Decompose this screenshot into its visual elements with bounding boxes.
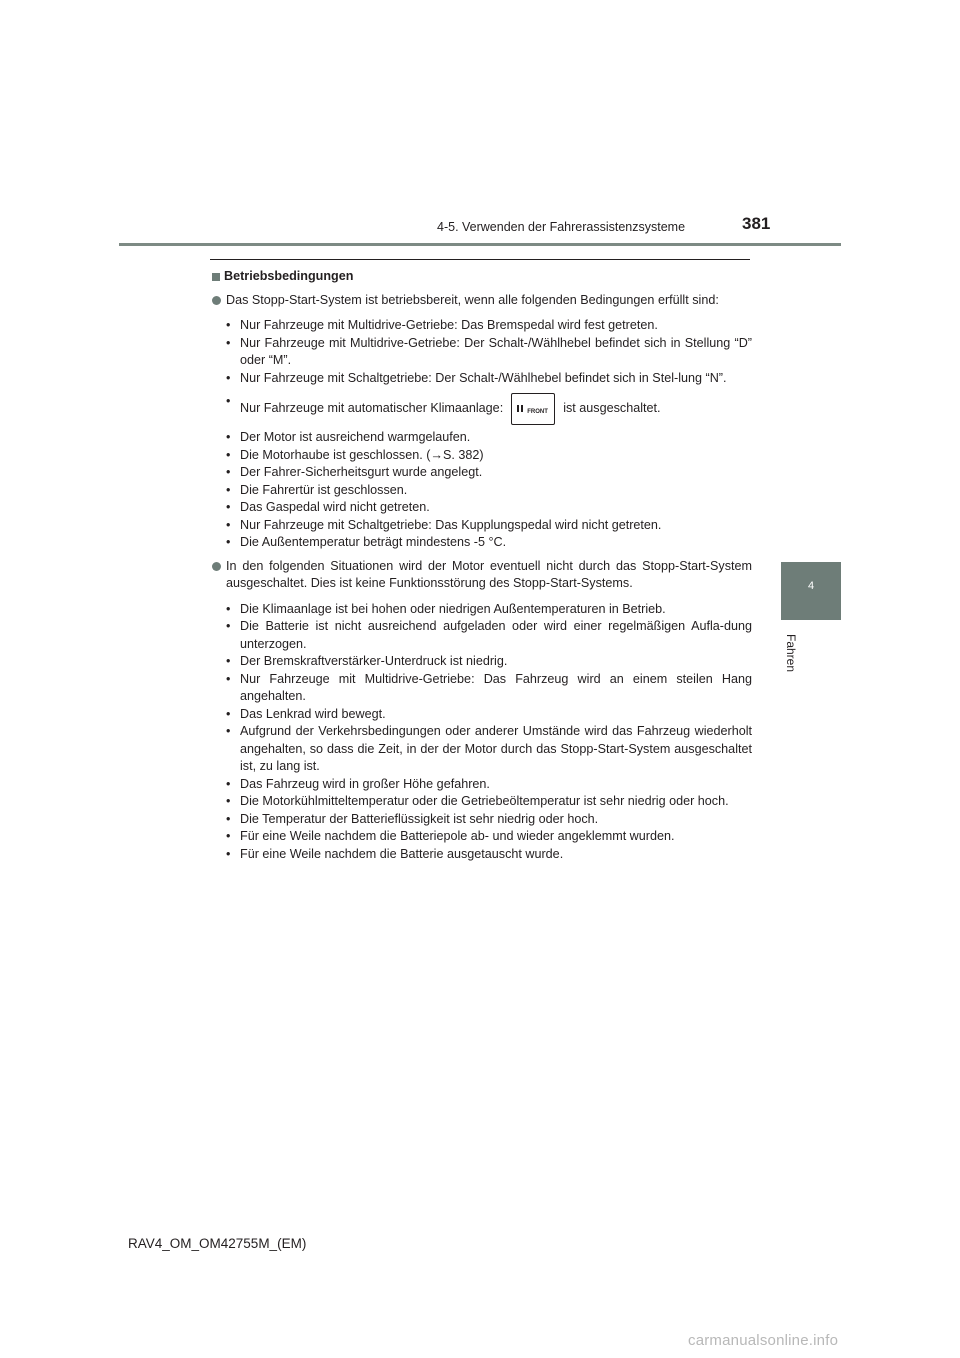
- list-item-with-icon: [226, 393, 752, 425]
- paragraph-conditions: [212, 292, 752, 310]
- main-content: [212, 268, 752, 869]
- list-item: • Das Gaspedal wird nicht getreten.: [226, 499, 752, 517]
- situations-list: [212, 601, 752, 864]
- conditions-list: [212, 317, 752, 552]
- paragraph-text: In den folgenden Situationen wird der Motor eventuell nicht durch das Stopp-Start-System ausgeschaltet. Dies ist keine Funktionsstörung des Stopp-Start-Systems.: [226, 558, 752, 590]
- list-item: • Die Außentemperatur beträgt mindestens -5 °C.: [226, 534, 752, 552]
- list-item: • Das Lenkrad wird bewegt.: [226, 706, 752, 724]
- page-number: 381: [742, 214, 771, 233]
- list-item: • Nur Fahrzeuge mit Multidrive-Getriebe: Das Bremspedal wird fest getreten.: [226, 317, 752, 335]
- icon-item-after: ist ausgeschaltet.: [563, 401, 661, 416]
- list-item: • Nur Fahrzeuge mit Multidrive-Getriebe: Das Fahrzeug wird an einem steilen Hang angehalten.: [226, 671, 752, 706]
- paragraph-situations: [212, 558, 752, 593]
- icon-label: FRONT: [527, 409, 548, 415]
- list-item: • Die Fahrertür ist geschlossen.: [226, 482, 752, 500]
- chapter-number: 4: [807, 580, 815, 592]
- paragraph-text: Das Stopp-Start-System ist betriebsbereit, wenn alle folgenden Bedingungen erfüllt sind:: [226, 292, 719, 307]
- list-item: • Der Bremskraftverstärker-Unterdruck ist niedrig.: [226, 653, 752, 671]
- chapter-tab: [781, 562, 841, 620]
- heading-text: Betriebsbedingungen: [224, 269, 354, 283]
- list-item: • Die Klimaanlage ist bei hohen oder niedrigen Außentemperaturen in Betrieb.: [226, 601, 752, 619]
- watermark: carmanualsonline.info: [688, 1332, 839, 1349]
- section-divider: [210, 259, 750, 260]
- document-code: RAV4_OM_OM42755M_(EM): [128, 1236, 307, 1251]
- list-item: • Die Temperatur der Batterieflüssigkeit ist sehr niedrig oder hoch.: [226, 811, 752, 829]
- list-item: • Nur Fahrzeuge mit Multidrive-Getriebe: Der Schalt-/Wählhebel befindet sich in Stellung “D” oder “M”.: [226, 335, 752, 370]
- list-item: • Die Batterie ist nicht ausreichend aufgeladen oder wird einer regelmäßigen Aufla-dung unterzogen.: [226, 618, 752, 653]
- list-item: • Der Motor ist ausreichend warmgelaufen.: [226, 429, 752, 447]
- section-title: 4-5. Verwenden der Fahrerassistenzsysteme: [437, 220, 686, 234]
- list-item: • Für eine Weile nachdem die Batteriepole ab- und wieder angeklemmt wurden.: [226, 828, 752, 846]
- list-item: • Für eine Weile nachdem die Batterie ausgetauscht wurde.: [226, 846, 752, 864]
- square-bullet-icon: [212, 273, 220, 281]
- list-item: • Das Fahrzeug wird in großer Höhe gefahren.: [226, 776, 752, 794]
- header-divider: [119, 243, 841, 246]
- list-item: • Nur Fahrzeuge mit Schaltgetriebe: Der Schalt-/Wählhebel befindet sich in Stel-lung “N”.: [226, 370, 752, 388]
- circle-bullet-icon: [212, 296, 221, 305]
- list-item: • Der Fahrer-Sicherheitsgurt wurde angelegt.: [226, 464, 752, 482]
- front-defroster-button-icon: [511, 393, 555, 425]
- circle-bullet-icon: [212, 562, 221, 571]
- list-item: • Die Motorkühlmitteltemperatur oder die Getriebeöltemperatur ist sehr niedrig oder hoch.: [226, 793, 752, 811]
- chapter-label: Fahren: [784, 634, 798, 673]
- list-item: • Aufgrund der Verkehrsbedingungen oder anderer Umstände wird das Fahrzeug wiederholt angehalten, so dass die Zeit, in der der Motor durch das Stopp-Start-System ausgeschaltet ist, zu lang ist.: [226, 723, 752, 776]
- section-heading: [212, 268, 752, 286]
- icon-item-before: • Nur Fahrzeuge mit automatischer Klimaanlage:: [240, 401, 504, 416]
- list-item: • Die Motorhaube ist geschlossen. (→S. 382): [226, 447, 752, 465]
- list-item: • Nur Fahrzeuge mit Schaltgetriebe: Das Kupplungspedal wird nicht getreten.: [226, 517, 752, 535]
